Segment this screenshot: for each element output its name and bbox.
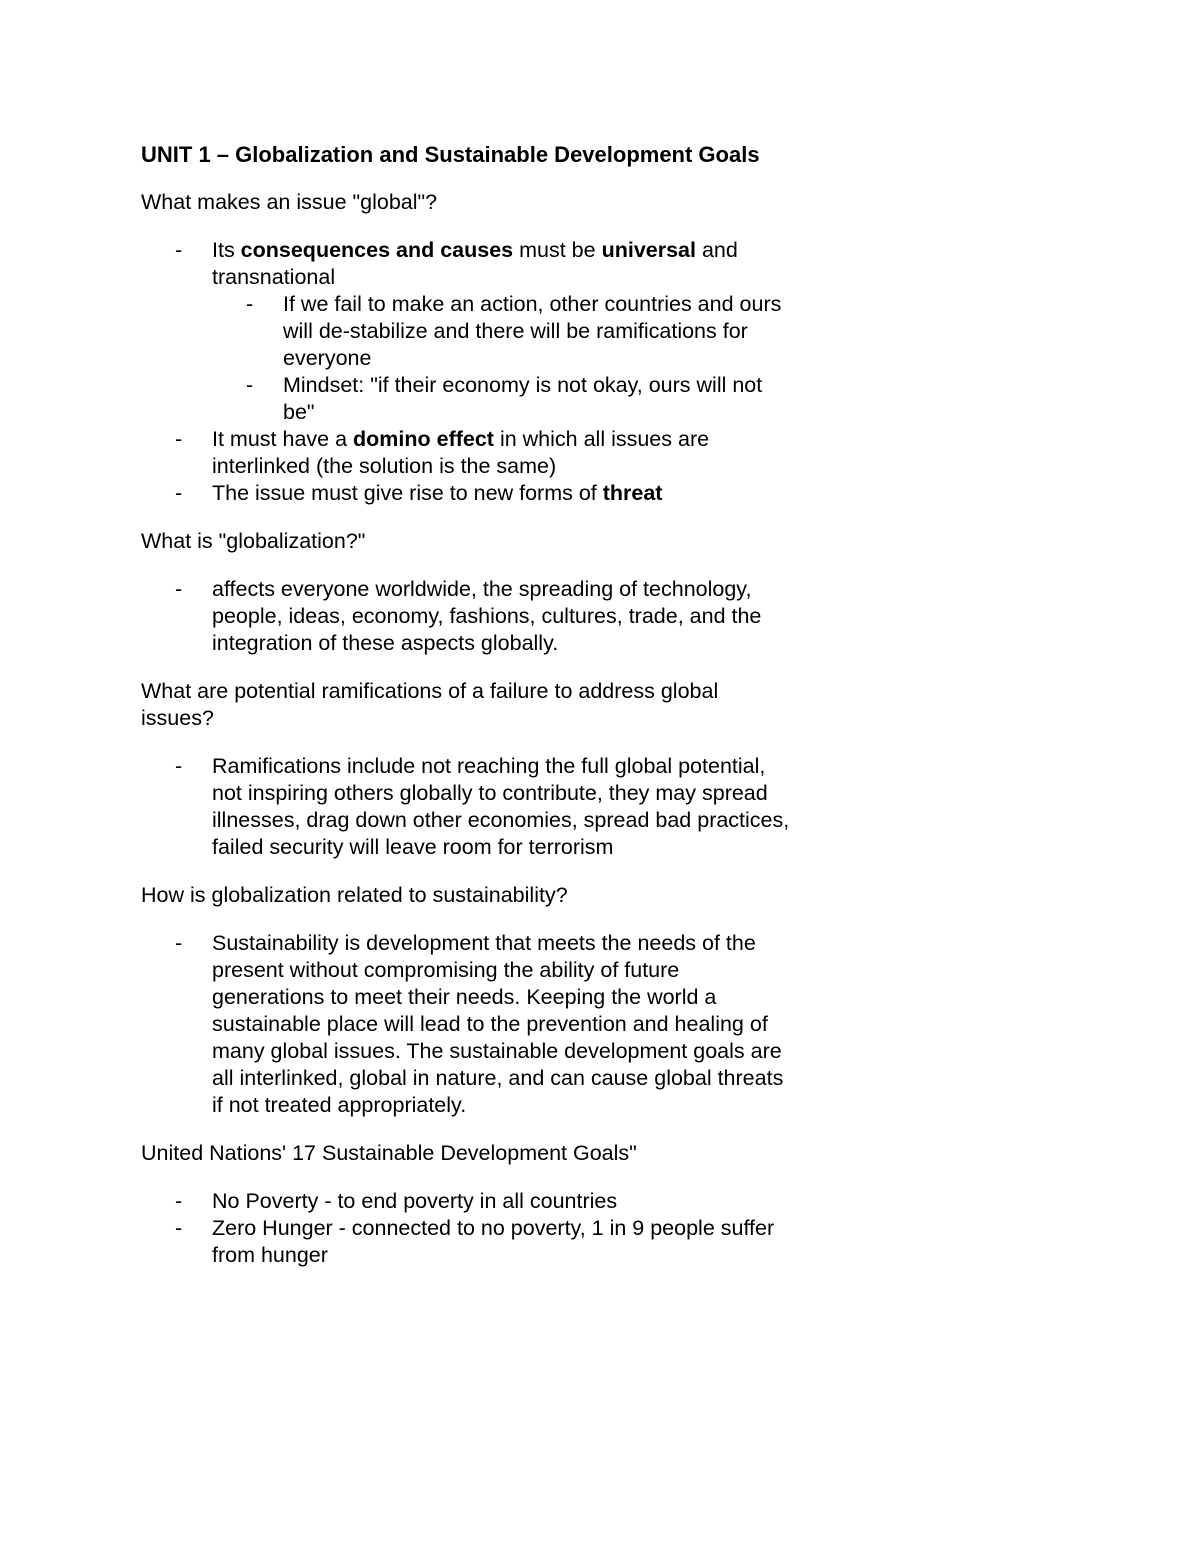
document-page [141,141,791,1290]
dash-marker: - [246,292,254,316]
list-item [141,930,791,1119]
bullet-list [141,1188,791,1269]
document-title: UNIT 1 – Globalization and Sustainable Development Goals [141,142,760,167]
bold-text: universal [601,238,696,262]
dash-marker: - [175,427,183,451]
dash-marker: - [175,1216,183,1240]
bullet-list [141,753,791,861]
bold-text: domino effect [353,427,494,451]
dash-marker: - [175,1189,183,1213]
list-item [141,1215,791,1269]
section-question: United Nations' 17 Sustainable Development Goals" [141,1141,637,1165]
text-run: Zero Hunger - connected to no poverty, 1 in 9 people suffer from hunger [212,1216,775,1267]
document-sections [141,189,791,1269]
section-question: What makes an issue "global"? [141,190,438,214]
list-item [141,1188,791,1215]
sub-bullet-list [212,291,791,426]
text-run: Its [212,238,241,262]
sub-list-item [212,291,791,372]
text-run: must be [513,238,602,262]
text-run: If we fail to make an action, other countries and ours will de-stabilize and there will be ramifications for everyone [283,292,782,370]
bold-text: threat [602,481,663,505]
text-run: Mindset: "if their economy is not okay, ours will not be" [283,373,763,424]
list-item [141,753,791,861]
list-item [141,237,791,426]
dash-marker: - [175,238,183,262]
dash-marker: - [246,373,254,397]
dash-marker: - [175,577,183,601]
list-item [141,480,791,507]
sub-list-item [212,372,791,426]
bullet-list [141,237,791,507]
dash-marker: - [175,754,183,778]
text-run: in which all issues are interlinked (the solution is the same) [212,427,710,478]
bullet-list [141,576,791,657]
text-run: The issue must give rise to new forms of [212,481,603,505]
bold-text: consequences and causes [240,238,514,262]
text-run: No Poverty - to end poverty in all countries [212,1189,618,1213]
text-run: Ramifications include not reaching the full global potential, not inspiring others globally to contribute, they may spread illnesses, drag down other economies, spread bad practices, failed security will leave room for terrorism [212,754,790,859]
dash-marker: - [175,481,183,505]
section-question: What is "globalization?" [141,529,366,553]
text-run: and transnational [212,238,738,289]
list-item [141,426,791,480]
text-run: affects everyone worldwide, the spreading of technology, people, ideas, economy, fashions, cultures, trade, and the integration of these aspects globally. [212,577,762,655]
bullet-list [141,930,791,1119]
section-question: What are potential ramifications of a failure to address global issues? [141,679,719,730]
text-run: It must have a [212,427,354,451]
dash-marker: - [175,931,183,955]
list-item [141,576,791,657]
section-question: How is globalization related to sustainability? [141,883,568,907]
text-run: Sustainability is development that meets the needs of the present without compromising the ability of future generations to meet their needs. Keeping the world a sustainable place will lead to the prevention and healing of many global issues. The sustainable development goals are all interlinked, global in nature, and can cause global threats if not treated appropriately. [212,931,784,1117]
